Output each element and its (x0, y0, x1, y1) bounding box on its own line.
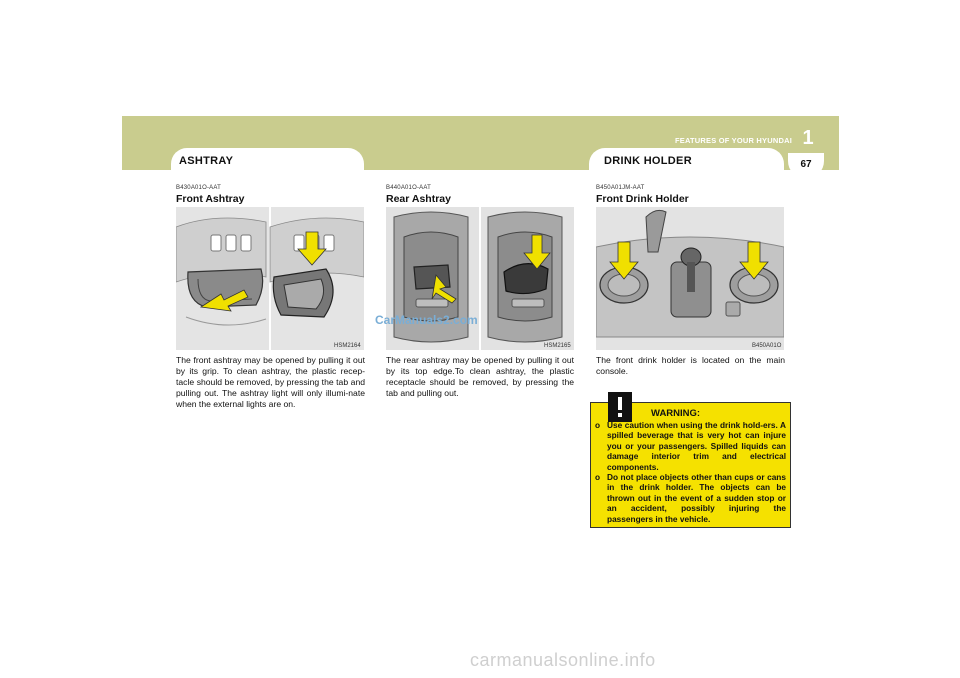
drink-holder-figure (596, 207, 784, 350)
front-ashtray-heading: Front Ashtray (176, 193, 245, 205)
rear-ashtray-figure-code: HSM2165 (544, 343, 571, 349)
warning-item (595, 472, 786, 524)
warning-item (595, 420, 786, 472)
drink-holder-illustration (596, 207, 784, 350)
rear-ashtray-figure (386, 207, 574, 350)
rear-ashtray-text: The rear ashtray may be opened by pulling it out by its top edge.To clean ashtray, the plastic receptacle should be removed, by pressing the tab and pulling out. (386, 355, 574, 398)
drink-holder-code: B450A01JM-AAT (596, 185, 645, 191)
drink-holder-section-title: DRINK HOLDER (604, 155, 692, 167)
watermark-carmanualsonline: carmanualsonline.info (470, 650, 656, 670)
drink-holder-figure-code: B450A01O (752, 343, 782, 349)
rear-ashtray-heading: Rear Ashtray (386, 193, 451, 205)
front-ashtray-text: The front ashtray may be opened by pulling it out by its grip. To clean ashtray, the plastic recep-tacle should be removed, by pressing the tab and pulling out. The ashtray light will only illumi-nate when the external lights are on. (176, 355, 365, 409)
chapter-number: 1 (802, 127, 814, 149)
watermark-carmanuals2: CarManuals2.com (375, 313, 478, 327)
front-ashtray-figure-code: HSM2164 (334, 343, 361, 349)
warning-bullet: o (595, 420, 601, 430)
warning-item-text: Do not place objects other than cups or cans in the drink holder. The objects can be thrown out in the event of a sudden stop or an accident, possibly injuring the passengers in the vehicle. (607, 472, 786, 524)
warning-box (590, 402, 791, 528)
front-ashtray-figure (176, 207, 364, 350)
drink-holder-heading: Front Drink Holder (596, 193, 689, 205)
front-ashtray-code: B430A01O-AAT (176, 185, 221, 191)
warning-title: WARNING: (651, 408, 701, 419)
warning-list (595, 420, 786, 524)
page-number: 67 (800, 159, 812, 170)
rear-ashtray-code: B440A01O-AAT (386, 185, 431, 191)
warning-bullet: o (595, 472, 601, 483)
drink-holder-text: The front drink holder is located on the main console. (596, 355, 785, 376)
chapter-title: FEATURES OF YOUR HYUNDAI (674, 136, 792, 145)
front-ashtray-illustration (176, 207, 364, 350)
rear-ashtray-illustration (386, 207, 574, 350)
warning-item-text: Use caution when using the drink hold-ers. A spilled beverage that is very hot can injure you or your passengers. Spilled liquids can damage interior trim and electrical components. (607, 420, 786, 472)
ashtray-section-title: ASHTRAY (179, 155, 234, 167)
